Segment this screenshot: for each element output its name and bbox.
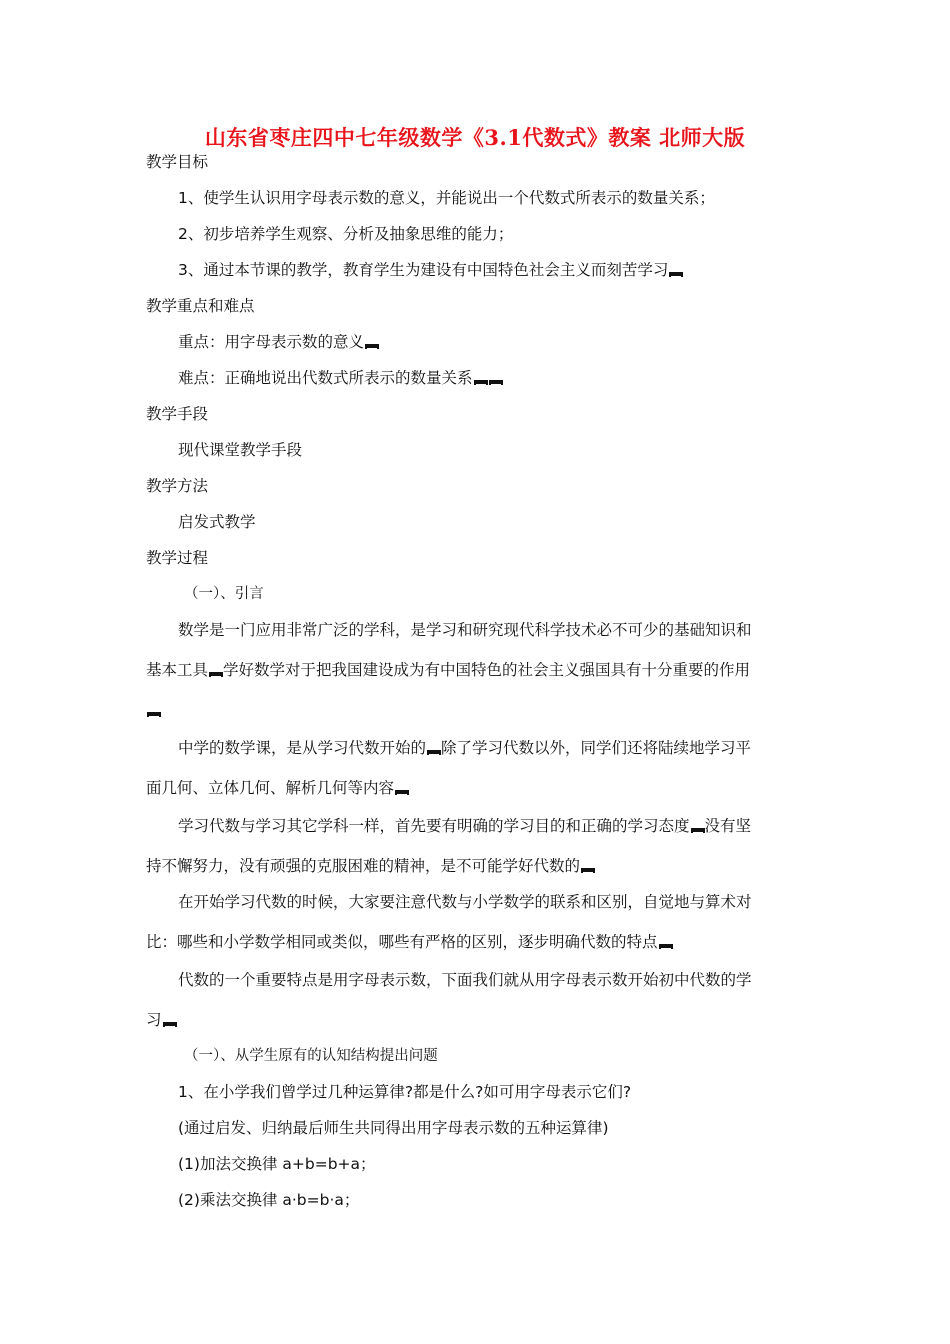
- law-item: (2)乘法交换律 a·b=b·a；: [178, 1191, 360, 1209]
- paragraph-line: 在开始学习代数的时候，大家要注意代数与小学数学的联系和区别，自觉地与算术对: [178, 893, 752, 911]
- method-heading: 教学方法: [146, 477, 209, 495]
- paragraph-line: [146, 700, 161, 720]
- paragraph-line: 习: [146, 1010, 177, 1030]
- paragraph-line: 持不懈努力，没有顽强的克服困难的精神，是不可能学好代数的: [146, 856, 595, 876]
- mark-glyph: [209, 672, 223, 677]
- objective-item: 3、通过本节课的教学，教育学生为建设有中国特色社会主义而刻苦学习: [178, 260, 683, 280]
- method-text: 启发式教学: [178, 513, 256, 531]
- mark-glyph: [474, 380, 488, 385]
- mark-glyph: [691, 828, 705, 833]
- paragraph-line: 比：哪些和小学数学相同或类似，哪些有严格的区别，逐步明确代数的特点: [146, 932, 673, 952]
- paragraph-line: 数学是一门应用非常广泛的学科，是学习和研究现代科学技术必不可少的基础知识和: [178, 621, 752, 639]
- keypoints-heading: 教学重点和难点: [146, 297, 255, 315]
- mark-glyph: [163, 1022, 177, 1027]
- mark-glyph: [427, 750, 441, 755]
- objectives-heading: 教学目标: [146, 153, 209, 171]
- mark-glyph: [581, 868, 595, 873]
- objective-item: 2、初步培养学生观察、分析及抽象思维的能力；: [178, 225, 514, 243]
- paragraph-line: 学习代数与学习其它学科一样，首先要有明确的学习目的和正确的学习态度 没有坚: [178, 817, 752, 835]
- process-heading: 教学过程: [146, 549, 209, 567]
- mark-glyph: [395, 790, 409, 795]
- section-problem-heading: （一）、从学生原有的认知结构提出问题: [184, 1048, 438, 1064]
- page-title: 山东省枣庄四中七年级数学《3.1代数式》教案 北师大版: [204, 125, 746, 150]
- keypoint-text: 重点：用字母表示数的意义: [178, 332, 379, 352]
- paragraph-line: 面几何、立体几何、解析几何等内容: [146, 778, 409, 798]
- paragraph-line: 中学的数学课，是从学习代数开始的 除了学习代数以外，同学们还将陆续地学习平: [178, 739, 752, 757]
- law-item: (1)加法交换律 a+b=b+a；: [178, 1155, 376, 1173]
- mark-glyph: [147, 712, 161, 717]
- paragraph-line: 基本工具 学好数学对于把我国建设成为有中国特色的社会主义强国具有十分重要的作用: [146, 661, 751, 679]
- question-text: 1、在小学我们曾学过几种运算律?都是什么?如可用字母表示它们?: [178, 1083, 632, 1101]
- question-note: (通过启发、归纳最后师生共同得出用字母表示数的五种运算律): [178, 1119, 609, 1137]
- section-intro-heading: （一）、引言: [184, 586, 264, 602]
- means-heading: 教学手段: [146, 405, 209, 423]
- paragraph-line: 代数的一个重要特点是用字母表示数，下面我们就从用字母表示数开始初中代数的学: [178, 971, 752, 989]
- mark-glyph: [365, 344, 379, 349]
- objective-item: 1、使学生认识用字母表示数的意义，并能说出一个代数式所表示的数量关系；: [178, 189, 715, 207]
- means-text: 现代课堂教学手段: [178, 441, 303, 459]
- difficulty-text: 难点：正确地说出代数式所表示的数量关系: [178, 368, 503, 388]
- mark-glyph: [669, 272, 683, 277]
- mark-glyph: [659, 944, 673, 949]
- mark-glyph: [489, 380, 503, 385]
